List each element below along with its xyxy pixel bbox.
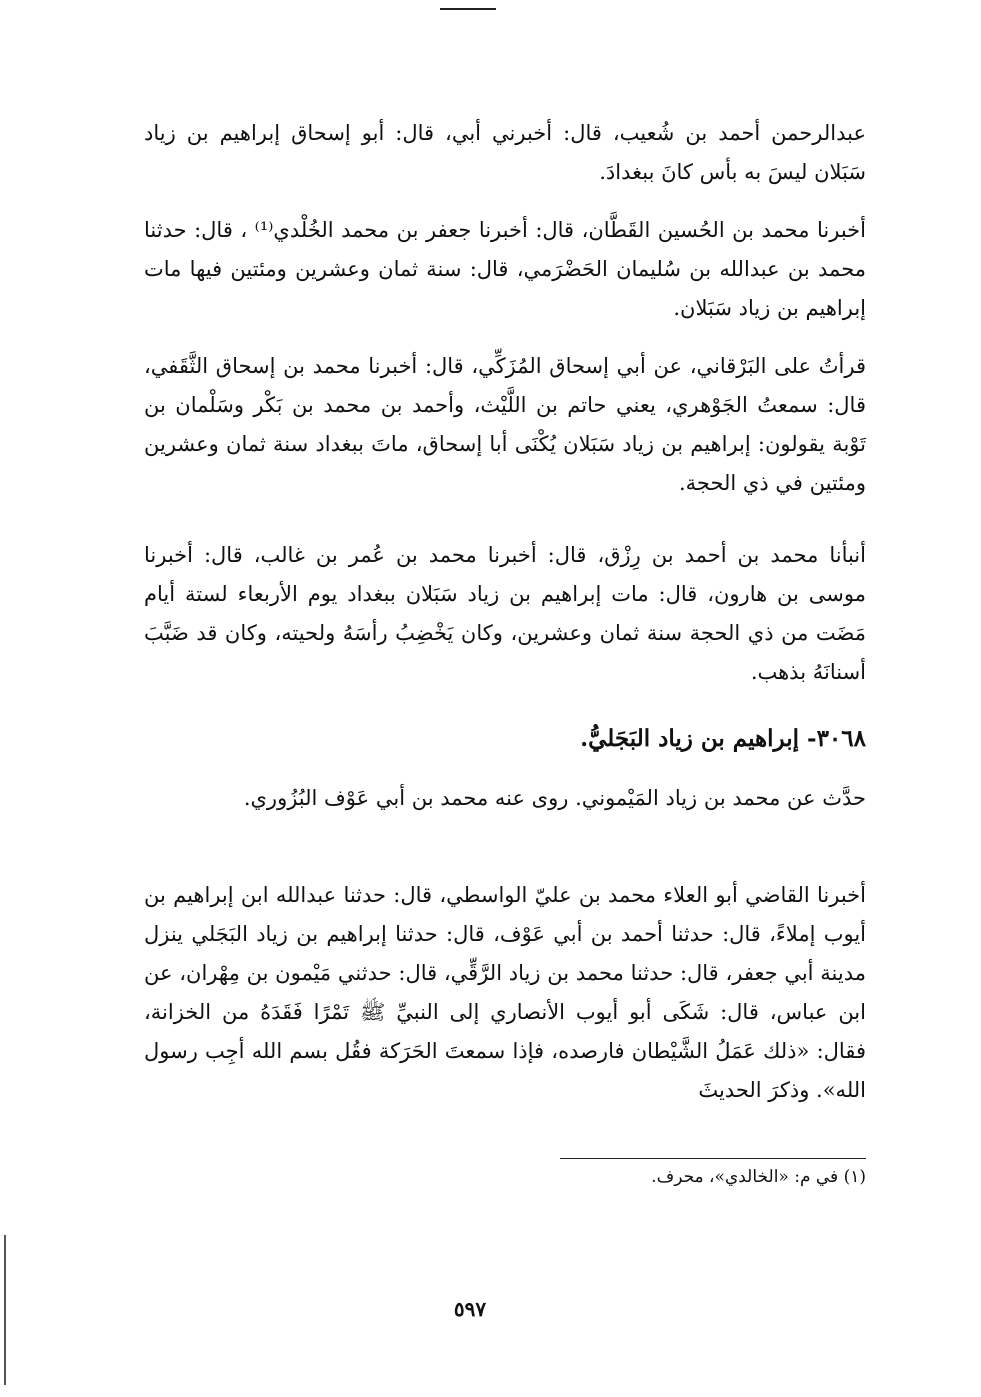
top-rule xyxy=(440,8,496,10)
footnote: (١) في م: «الخالدي»، محرف. xyxy=(651,1167,866,1187)
page-edge-line xyxy=(4,1235,6,1385)
entry-heading: ٣٠٦٨- إبراهيم بن زياد البَجَليُّ. xyxy=(580,725,866,752)
paragraph-1: عبدالرحمن أحمد بن شُعيب، قال: أخبرني أبي، قال: أبو إسحاق إبراهيم بن زياد سَبَلان ليسَ به بأس كانَ ببغدادَ. xyxy=(144,121,866,184)
entry-paragraph-1: حدَّث عن محمد بن زياد المَيْموني. روى عنه محمد بن أبي عَوْف البُزُوري. xyxy=(243,786,866,810)
paragraph-4: أنبأنا محمد بن أحمد بن رِزْق، قال: أخبرنا محمد بن عُمر بن غالب، قال: أخبرنا موسى بن هارون، قال: مات إبراهيم بن زياد سَبَلان ببغداد يوم الأربعاء لستة أيام مَضَت من ذي الحجة سنة ثمان وعشرين، وكان يَخْضِبُ رأسَهُ ولحيته، وكان قد ضَبَّبَ أسنانَهُ بذهب. xyxy=(144,543,867,684)
entry-paragraph-2: أخبرنا القاضي أبو العلاء محمد بن عليّ الواسطي، قال: حدثنا عبدالله ابن إبراهيم بن أيوب إملاءً، قال: حدثنا أحمد بن أبي عَوْف، قال: حدثنا إبراهيم بن زياد البَجَلي ينزل مدينة أبي جعفر، قال: حدثنا محمد بن زياد الرَّقِّي، قال: حدثني مَيْمون بن مِهْران، عن ابن عباس، قال: شَكَى أبو أيوب الأنصاري إلى النبيِّ ﷺ تَمْرًا فَقَدَهُ من الخزانة، فقال: «ذلك عَمَلُ الشَّيْطان فارصده، فإذا سمعتَ الحَرَكة فقُل بسم الله أجِب رسول الله». وذكرَ الحديثَ xyxy=(144,883,866,1102)
paragraph-2: أخبرنا محمد بن الحُسين القَطَّان، قال: أخبرنا جعفر بن محمد الخُلْدي⁽¹⁾ ، قال: حدثنا محمد بن عبدالله بن سُليمان الحَضْرَمي، قال: سنة ثمان وعشرين ومئتين فيها مات إبراهيم بن زياد سَبَلان. xyxy=(144,218,866,320)
page-number: ٥٩٧ xyxy=(453,1297,487,1321)
footnote-rule xyxy=(560,1158,866,1159)
paragraph-3: قرأتُ على البَرْقاني، عن أبي إسحاق المُزَكِّي، قال: أخبرنا محمد بن إسحاق الثَّقَفي، قال: سمعتُ الجَوْهري، يعني حاتم بن اللَّيْث، وأحمد بن محمد بن بَكْر وسَلْمان بن تَوْبة يقولون: إبراهيم بن زياد سَبَلان يُكْنَى أبا إسحاق، ماتَ ببغداد سنة ثمان وعشرين ومئتين في ذي الحجة. xyxy=(144,354,866,495)
